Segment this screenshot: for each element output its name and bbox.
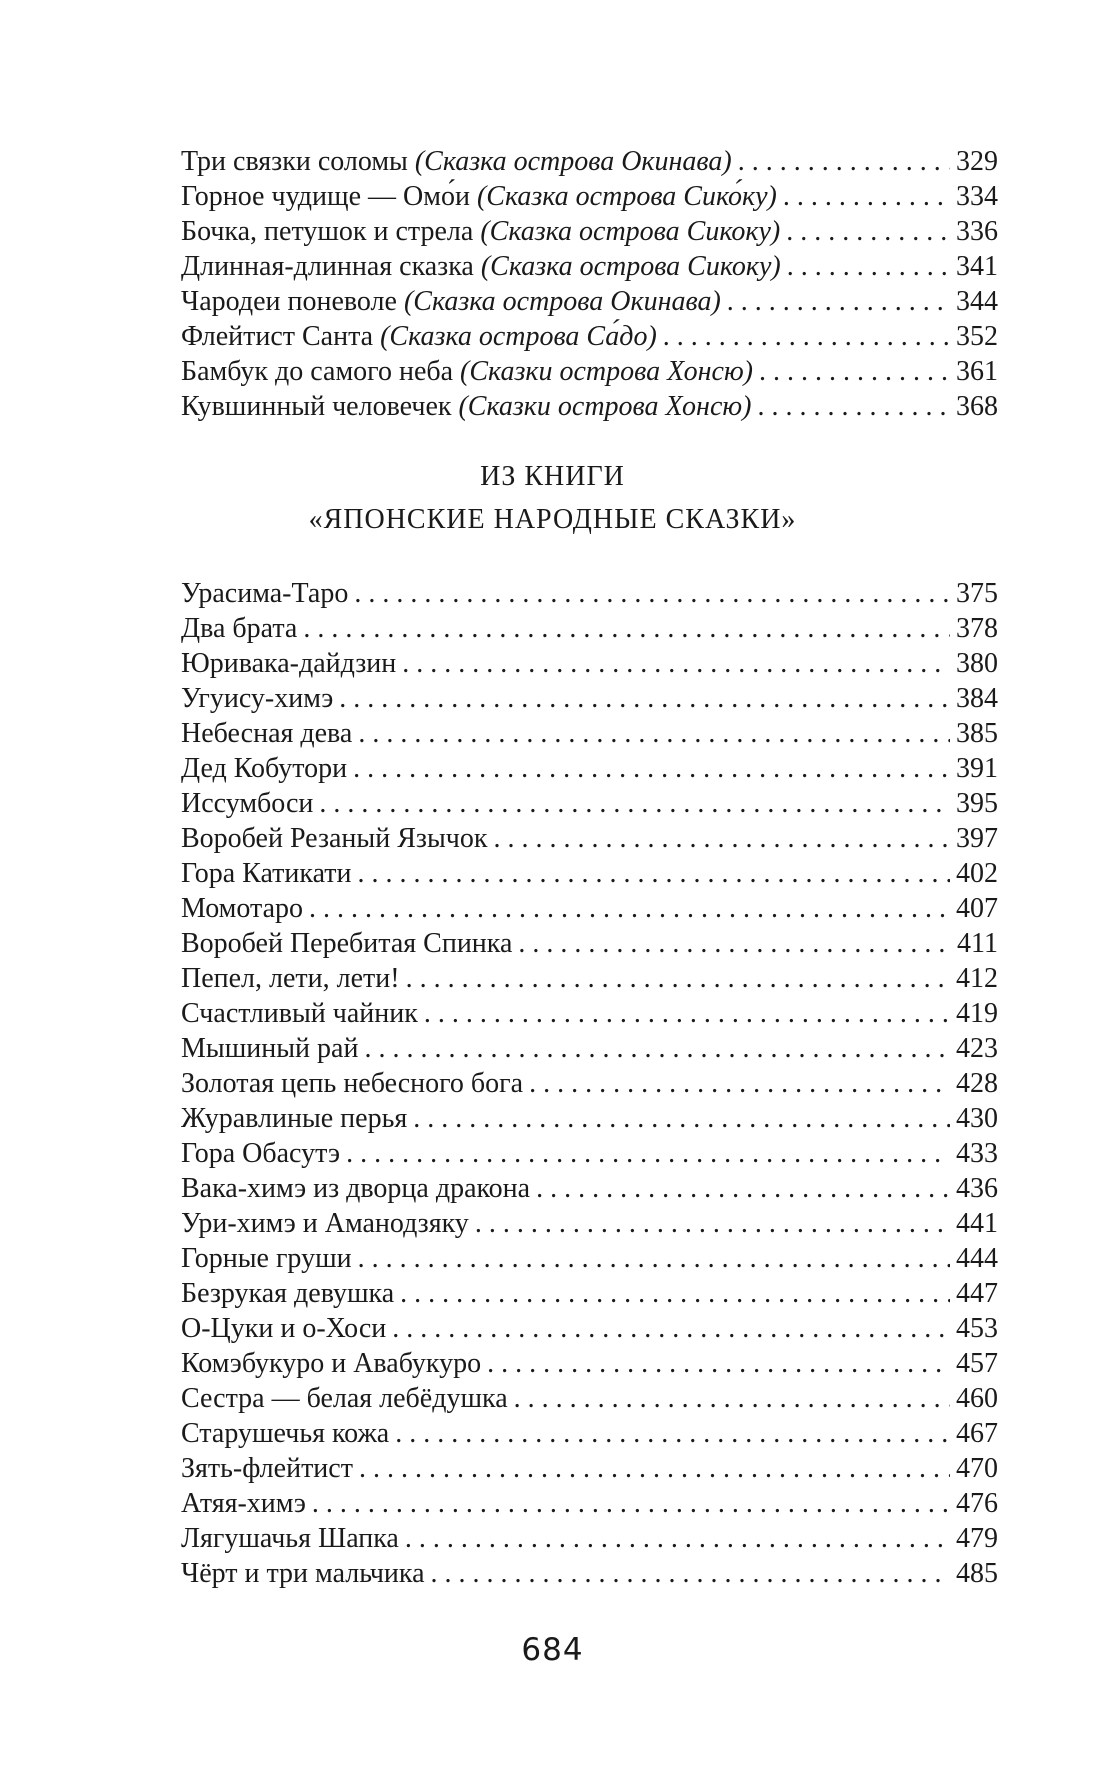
toc-entry-title: Чёрт и три мальчика bbox=[181, 1558, 425, 1589]
toc-entry bbox=[181, 1416, 998, 1451]
toc-entry-page: 380 bbox=[956, 648, 998, 679]
toc-entry-page: 402 bbox=[956, 858, 998, 889]
toc-entry-subtitle: (Сказки острова Хонсю) bbox=[460, 356, 754, 387]
dot-leader bbox=[493, 821, 950, 856]
dot-leader bbox=[487, 1346, 950, 1381]
section-heading-line-1: ИЗ КНИГИ bbox=[480, 461, 625, 492]
toc-entry-title: Небесная дева bbox=[181, 718, 353, 749]
toc-entry bbox=[181, 354, 998, 389]
toc-entry bbox=[181, 681, 998, 716]
dot-leader bbox=[400, 1276, 950, 1311]
toc-entry-page: 368 bbox=[956, 391, 998, 422]
dot-leader bbox=[663, 319, 950, 354]
toc-entry-title: Бочка, петушок и стрела bbox=[181, 216, 474, 247]
toc-entry-title: Атяя-химэ bbox=[181, 1488, 306, 1519]
toc-entry-subtitle: (Сказка острова Са́до) bbox=[380, 321, 657, 352]
toc-entry bbox=[181, 996, 998, 1031]
toc-entry-page: 479 bbox=[956, 1523, 998, 1554]
toc-entry-title: Дед Кобутори bbox=[181, 753, 348, 784]
toc-entry bbox=[181, 1486, 998, 1521]
dot-leader bbox=[786, 214, 950, 249]
dot-leader bbox=[757, 389, 950, 424]
toc-entry-subtitle: (Сказки острова Хонсю) bbox=[458, 391, 752, 422]
toc-entry-subtitle: (Сказка острова Сикоку) bbox=[480, 216, 781, 247]
toc-entry-page: 329 bbox=[956, 146, 998, 177]
dot-leader bbox=[518, 926, 951, 961]
toc-entry bbox=[181, 961, 998, 996]
toc-entry bbox=[181, 284, 998, 319]
toc-entry-subtitle: (Сказка острова Сикоку) bbox=[480, 251, 781, 282]
toc-entry bbox=[181, 319, 998, 354]
toc-entry-title: Пепел, лети, лети! bbox=[181, 963, 400, 994]
page-number: 684 bbox=[521, 1632, 584, 1668]
toc-entry-title: Горное чудище — Омо́и bbox=[181, 181, 470, 212]
toc-entry-title: Мышиный рай bbox=[181, 1033, 359, 1064]
dot-leader bbox=[738, 144, 950, 179]
dot-leader bbox=[406, 961, 950, 996]
toc-entry-page: 384 bbox=[956, 683, 998, 714]
toc-entry-title: Кувшинный человечек bbox=[181, 391, 452, 422]
toc-entry-page: 470 bbox=[956, 1453, 998, 1484]
toc-entry-page: 397 bbox=[956, 823, 998, 854]
dot-leader bbox=[536, 1171, 950, 1206]
toc-entry bbox=[181, 214, 998, 249]
toc-entry-title: Гора Катикати bbox=[181, 858, 352, 889]
toc-entry bbox=[181, 1171, 998, 1206]
section-heading-line-2: «ЯПОНСКИЕ НАРОДНЫЕ СКАЗКИ» bbox=[308, 504, 797, 535]
toc-entry bbox=[181, 1346, 998, 1381]
dot-leader bbox=[358, 1241, 950, 1276]
dot-leader bbox=[392, 1311, 950, 1346]
toc-entry bbox=[181, 389, 998, 424]
dot-leader bbox=[359, 1451, 950, 1486]
dot-leader bbox=[475, 1206, 950, 1241]
toc-entry-title: Гора Обасутэ bbox=[181, 1138, 341, 1169]
toc-entry-page: 419 bbox=[956, 998, 998, 1029]
dot-leader bbox=[395, 1416, 950, 1451]
toc-entry-page: 447 bbox=[956, 1278, 998, 1309]
table-of-contents-bottom bbox=[181, 576, 998, 1591]
toc-entry-title: Счастливый чайник bbox=[181, 998, 418, 1029]
toc-entry-title: Воробей Резаный Язычок bbox=[181, 823, 488, 854]
toc-entry-page: 385 bbox=[956, 718, 998, 749]
toc-entry-subtitle: (Сказка острова Окинава) bbox=[403, 286, 721, 317]
dot-leader bbox=[413, 1101, 950, 1136]
toc-entry-title: Горные груши bbox=[181, 1243, 352, 1274]
toc-entry bbox=[181, 1031, 998, 1066]
toc-entry-page: 433 bbox=[956, 1138, 998, 1169]
toc-entry bbox=[181, 1241, 998, 1276]
toc-entry bbox=[181, 1556, 998, 1591]
toc-entry-title: Угуису-химэ bbox=[181, 683, 334, 714]
toc-entry bbox=[181, 249, 998, 284]
toc-entry-title: Золотая цепь небесного бога bbox=[181, 1068, 524, 1099]
toc-entry bbox=[181, 576, 998, 611]
toc-entry-page: 336 bbox=[956, 216, 998, 247]
dot-leader bbox=[783, 179, 950, 214]
toc-entry-title: Момотаро bbox=[181, 893, 304, 924]
toc-entry bbox=[181, 1206, 998, 1241]
toc-entry bbox=[181, 1381, 998, 1416]
toc-entry-page: 361 bbox=[956, 356, 998, 387]
dot-leader bbox=[402, 646, 950, 681]
toc-entry bbox=[181, 1451, 998, 1486]
toc-entry bbox=[181, 856, 998, 891]
table-of-contents-top bbox=[181, 144, 998, 424]
toc-entry-page: 441 bbox=[956, 1208, 998, 1239]
toc-entry-subtitle: (Сказка острова Сико́ку) bbox=[476, 181, 777, 212]
toc-entry-page: 423 bbox=[956, 1033, 998, 1064]
toc-entry bbox=[181, 144, 998, 179]
dot-leader bbox=[529, 1066, 950, 1101]
toc-entry-title: Юривака-дайдзин bbox=[181, 648, 397, 679]
toc-entry-title: О-Цуки и о-Хоси bbox=[181, 1313, 387, 1344]
toc-entry-page: 460 bbox=[956, 1383, 998, 1414]
dot-leader bbox=[353, 751, 950, 786]
toc-entry-page: 341 bbox=[956, 251, 998, 282]
toc-entry-page: 485 bbox=[956, 1558, 998, 1589]
toc-entry-page: 476 bbox=[956, 1488, 998, 1519]
toc-entry bbox=[181, 716, 998, 751]
toc-entry-page: 457 bbox=[956, 1348, 998, 1379]
toc-entry-page: 453 bbox=[956, 1313, 998, 1344]
dot-leader bbox=[358, 716, 950, 751]
dot-leader bbox=[339, 681, 950, 716]
toc-entry-title: Сестра — белая лебёдушка bbox=[181, 1383, 508, 1414]
toc-entry-title: Зять-флейтист bbox=[181, 1453, 353, 1484]
dot-leader bbox=[514, 1381, 950, 1416]
toc-entry-title: Чародеи поневоле bbox=[181, 286, 397, 317]
toc-entry-title: Флейтист Санта bbox=[181, 321, 374, 352]
dot-leader bbox=[309, 891, 950, 926]
toc-entry-page: 395 bbox=[956, 788, 998, 819]
toc-entry bbox=[181, 1311, 998, 1346]
toc-entry-title: Вака-химэ из дворца дракона bbox=[181, 1173, 531, 1204]
toc-entry-page: 375 bbox=[956, 578, 998, 609]
toc-entry-page: 352 bbox=[956, 321, 998, 352]
toc-entry-page: 436 bbox=[956, 1173, 998, 1204]
toc-entry-page: 444 bbox=[956, 1243, 998, 1274]
toc-entry bbox=[181, 821, 998, 856]
dot-leader bbox=[319, 786, 950, 821]
toc-entry-page: 344 bbox=[956, 286, 998, 317]
toc-entry-page: 430 bbox=[956, 1103, 998, 1134]
toc-entry bbox=[181, 1136, 998, 1171]
toc-entry bbox=[181, 1276, 998, 1311]
toc-entry-page: 407 bbox=[956, 893, 998, 924]
toc-entry-page: 412 bbox=[956, 963, 998, 994]
dot-leader bbox=[727, 284, 950, 319]
dot-leader bbox=[787, 249, 950, 284]
toc-entry-title: Комэбукуро и Авабукуро bbox=[181, 1348, 482, 1379]
toc-entry-title: Бамбук до самого неба bbox=[181, 356, 454, 387]
toc-entry bbox=[181, 891, 998, 926]
dot-leader bbox=[303, 611, 950, 646]
toc-entry-title: Лягушачья Шапка bbox=[181, 1523, 399, 1554]
dot-leader bbox=[424, 996, 950, 1031]
toc-entry bbox=[181, 926, 998, 961]
toc-entry-page: 411 bbox=[957, 928, 998, 959]
toc-entry bbox=[181, 646, 998, 681]
toc-entry-title: Длинная-длинная сказка bbox=[181, 251, 474, 282]
dot-leader bbox=[405, 1521, 950, 1556]
toc-entry-title: Безрукая девушка bbox=[181, 1278, 395, 1309]
dot-leader bbox=[759, 354, 950, 389]
toc-entry bbox=[181, 179, 998, 214]
toc-entry-page: 378 bbox=[956, 613, 998, 644]
dot-leader bbox=[431, 1556, 950, 1591]
toc-entry-title: Журавлиные перья bbox=[181, 1103, 408, 1134]
toc-entry bbox=[181, 786, 998, 821]
toc-entry-title: Иссумбоси bbox=[181, 788, 314, 819]
toc-entry-page: 391 bbox=[956, 753, 998, 784]
toc-entry bbox=[181, 1101, 998, 1136]
toc-entry bbox=[181, 751, 998, 786]
toc-entry-subtitle: (Сказка острова Окинава) bbox=[414, 146, 732, 177]
dot-leader bbox=[312, 1486, 950, 1521]
toc-entry bbox=[181, 1521, 998, 1556]
toc-entry-title: Три связки соломы bbox=[181, 146, 408, 177]
dot-leader bbox=[364, 1031, 950, 1066]
dot-leader bbox=[354, 576, 950, 611]
toc-entry-title: Старушечья кожа bbox=[181, 1418, 390, 1449]
dot-leader bbox=[358, 856, 951, 891]
toc-entry-title: Ури-химэ и Аманодзяку bbox=[181, 1208, 469, 1239]
toc-entry-title: Два брата bbox=[181, 613, 298, 644]
toc-entry-title: Воробей Перебитая Спинка bbox=[181, 928, 513, 959]
toc-entry-page: 467 bbox=[956, 1418, 998, 1449]
toc-entry bbox=[181, 1066, 998, 1101]
toc-entry-title: Урасима-Таро bbox=[181, 578, 349, 609]
dot-leader bbox=[346, 1136, 950, 1171]
toc-entry bbox=[181, 611, 998, 646]
toc-entry-page: 428 bbox=[956, 1068, 998, 1099]
toc-entry-page: 334 bbox=[956, 181, 998, 212]
